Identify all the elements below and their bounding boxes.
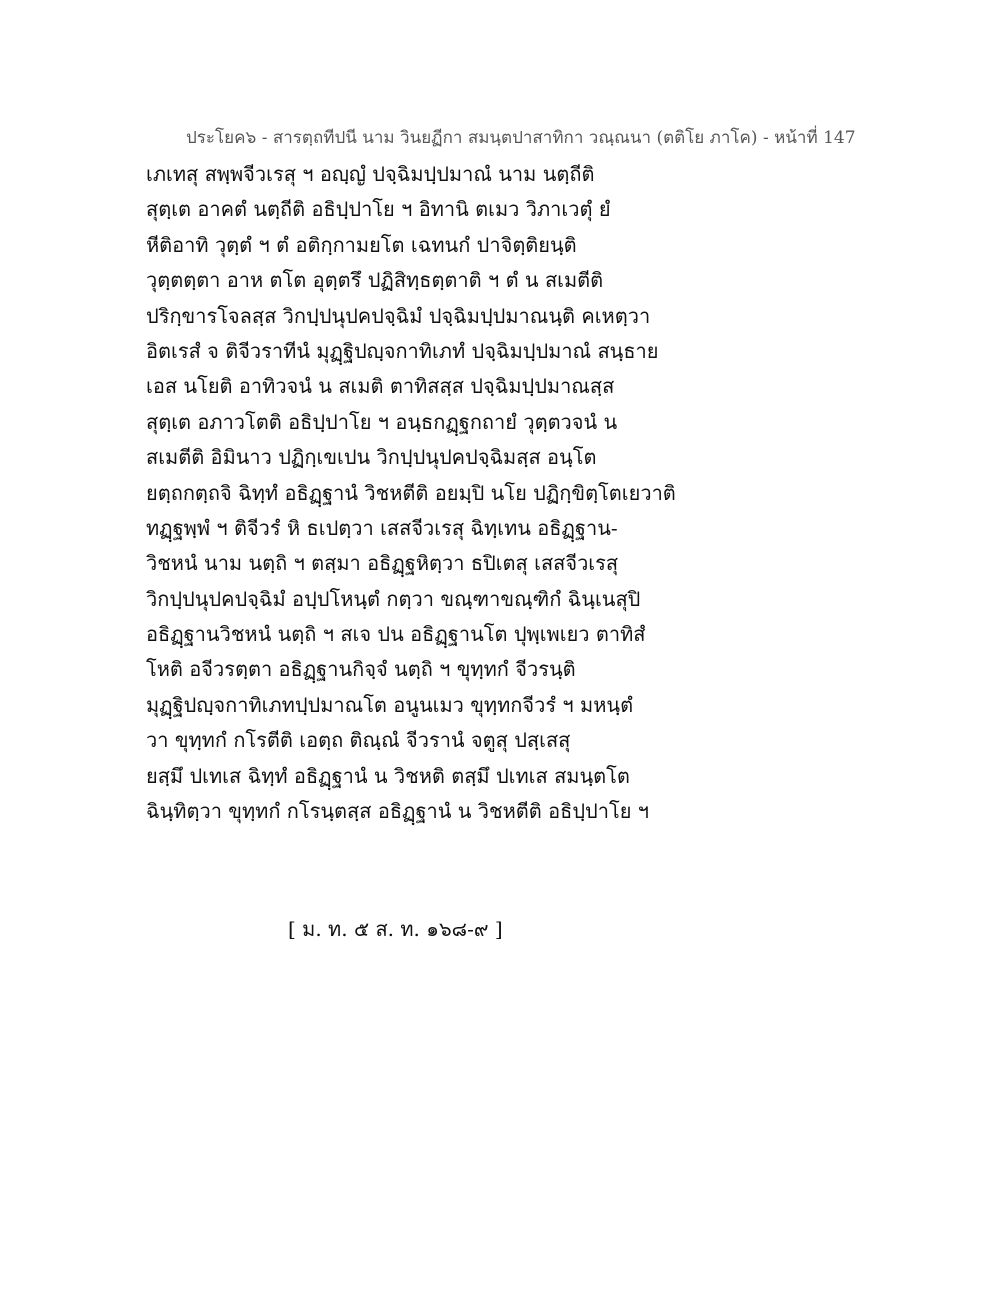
body-text xyxy=(146,157,706,829)
text-line: ยตฺถกตฺถจิ ฉิทฺทํ อธิฏฺฐานํ วิชหตีติ อยมฺปิ นโย ปฏิกฺขิตฺโตเยวาติ xyxy=(146,480,676,505)
text-line: ทฏฺฐพฺพํ ฯ ติจีวรํ หิ ธเปตฺวา เสสจีวเรสุ ฉิทฺเทน อธิฏฺฐาน- xyxy=(146,515,618,540)
text-line: หีติอาทิ วุตฺตํ ฯ ตํ อติกฺกามยโต เฉทนกํ ปาจิตฺติยนฺติ xyxy=(146,232,577,257)
running-header: ประโยค๖ - สารตฺถทีปนี นาม วินยฏีกา สมนฺตปาสาทิกา วณฺณนา (ตติโย ภาโค) - หน้าที่ 147 xyxy=(186,128,856,148)
text-line: อิตเรสํ จ ติจีวราทีนํ มุฏฺฐิปญฺจกาทิเภทํ ปจฺฉิมปฺปมาณํ สนฺธาย xyxy=(146,338,659,363)
text-line: ยสฺมึ ปเทเส ฉิทฺทํ อธิฏฺฐานํ น วิชหติ ตสฺมึ ปเทเส สมนฺตโต xyxy=(146,763,630,788)
citation-reference: [ ม. ท. ๕ ส. ท. ๑๖๘-๙ ] xyxy=(288,917,503,941)
text-line: สุตฺเต อภาวโตติ อธิปฺปาโย ฯ อนฺธกฏฺฐกถายํ วุตฺตวจนํ น xyxy=(146,409,618,434)
text-line: วา ขุทฺทกํ กโรตีติ เอตฺถ ติณฺณํ จีวรานํ จตูสุ ปสฺเสสุ xyxy=(146,728,571,753)
text-line: ฉินฺทิตฺวา ขุทฺทกํ กโรนฺตสฺส อธิฏฺฐานํ น วิชหตีติ อธิปฺปาโย ฯ xyxy=(146,799,649,824)
text-line: เอส นโยติ อาทิวจนํ น สเมติ ตาทิสสฺส ปจฺฉิมปฺปมาณสฺส xyxy=(146,374,615,399)
text-line: สเมตีติ อิมินาว ปฏิกฺเขเปน วิกปฺปนุปคปจฺฉิมสฺส อนฺโต xyxy=(146,445,597,470)
text-line: วิกปฺปนุปคปจฺฉิมํ อปฺปโหนฺตํ กตฺวา ขณฺฑาขณฺฑิกํ ฉินฺเนสุปิ xyxy=(146,586,641,611)
text-line: มุฏฺฐิปญฺจกาทิเภทปฺปมาณโต อนูนเมว ขุทฺทกจีวรํ ฯ มหนฺตํ xyxy=(146,692,634,717)
text-line: สุตฺเต อาคตํ นตฺถีติ อธิปฺปาโย ฯ อิทานิ ตเมว วิภาเวตุํ ยํ xyxy=(146,197,611,222)
text-line: เภเทสุ สพฺพจีวเรสุ ฯ อญฺญํ ปจฺฉิมปฺปมาณํ นาม นตฺถีติ xyxy=(146,162,595,186)
text-line: โหติ อจีวรตฺตา อธิฏฺฐานกิจฺจํ นตฺถิ ฯ ขุทฺทกํ จีวรนฺติ xyxy=(146,657,576,682)
text-line: ปริกฺขารโจลสฺส วิกปฺปนุปคปจฺฉิมํ ปจฺฉิมปฺปมาณนฺติ คเหตฺวา xyxy=(146,303,651,328)
text-line: อธิฏฺฐานวิชหนํ นตฺถิ ฯ สเจ ปน อธิฏฺฐานโต ปุพฺเพเยว ตาทิสํ xyxy=(146,622,646,647)
text-line: วุตฺตตฺตา อาห ตโต อุตฺตรึ ปฏิสิทฺธตฺตาติ ฯ ตํ น สเมตีติ xyxy=(146,268,604,293)
text-line: วิชหนํ นาม นตฺถิ ฯ ตสฺมา อธิฏฺฐหิตฺวา ธปิเตสุ เสสจีวเรสุ xyxy=(146,551,619,576)
